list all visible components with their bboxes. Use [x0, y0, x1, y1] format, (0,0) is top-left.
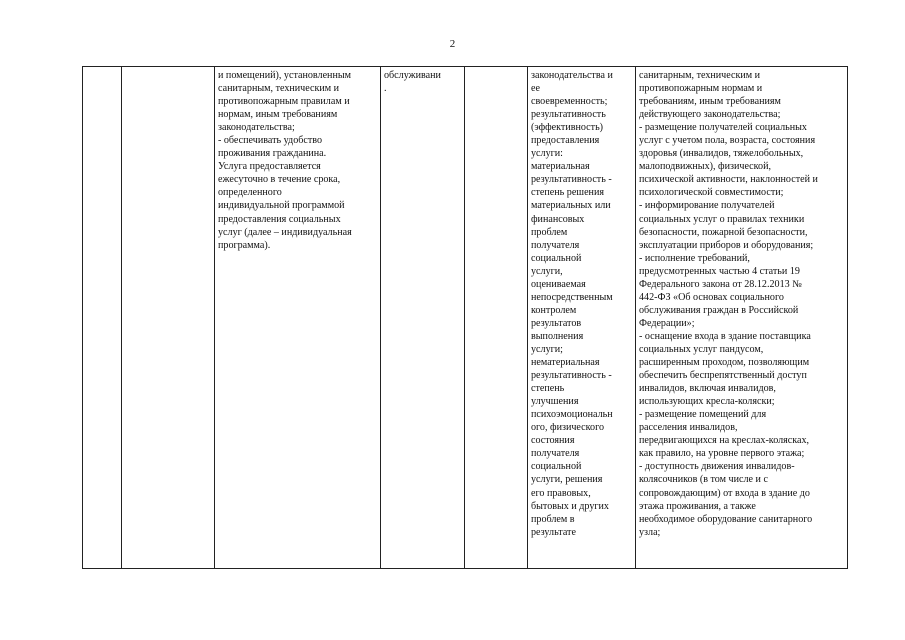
cell-service-description [215, 67, 381, 569]
cell-service-term-text: обслуживани . [384, 70, 441, 95]
cell-service-name [122, 67, 215, 569]
cell-number [83, 67, 122, 569]
cell-delivery-conditions [636, 67, 848, 569]
cell-service-cost [465, 67, 528, 569]
cell-quality-criteria [528, 67, 636, 569]
cell-quality-criteria-text: законодательства и ее своевременность; результативность (эффективность) предоставления услуги: материальная результативность - степень решения материальных или финансовых проблем получателя социальной услуги, оцениваемая непосредственным контролем результатов выполнения услуги; нематериальная результативность - степень улучшения психоэмоциональн ого, физического состояния получателя социальной услуги, решения его правовых, бытовых и других проблем в результате [531, 70, 613, 538]
cell-service-term [381, 67, 465, 569]
cell-delivery-conditions-text: санитарным, техническим и противопожарным нормам и требованиям, иным требованиям действующего законодательства; - размещение получателей социальных услуг с учетом пола, возраста, состояния здоровья (инвалидов, тяжелобольных, малоподвижных), физической, психической активности, наклонностей и психологической совместимости; - информирование получателей социальных услуг о правилах техники безопасности, пожарной безопасности, эксплуатации приборов и оборудования; - исполнение требований, предусмотренных частью 4 статьи 19 Федерального закона от 28.12.2013 № 442-ФЗ «Об основах социального обслуживания граждан в Российской Федерации»; - оснащение входа в здание поставщика социальных услуг пандусом, расширенным проходом, позволяющим обеспечить беспрепятственный доступ инвалидов, включая инвалидов, использующих кресла-коляски; - размещение помещений для расселения инвалидов, передвигающихся на креслах-колясках, как правило, на уровне первого этажа; - доступность движения инвалидов- колясочников (в том числе и с сопровождающим) от входа в здание до этажа проживания, а также необходимое оборудование санитарного узла; [639, 70, 818, 538]
cell-service-description-text: и помещений), установленным санитарным, техническим и противопожарным правилам и нормам, иным требованиям законодательства; - обеспечивать удобство проживания гражданина. Услуга предоставляется ежесуточно в течение срока, определенного индивидуальной программой предоставления социальных услуг (далее – индивидуальная программа). [218, 70, 352, 251]
services-table [82, 66, 848, 569]
table-row [83, 67, 848, 569]
page-number: 2 [449, 38, 456, 50]
